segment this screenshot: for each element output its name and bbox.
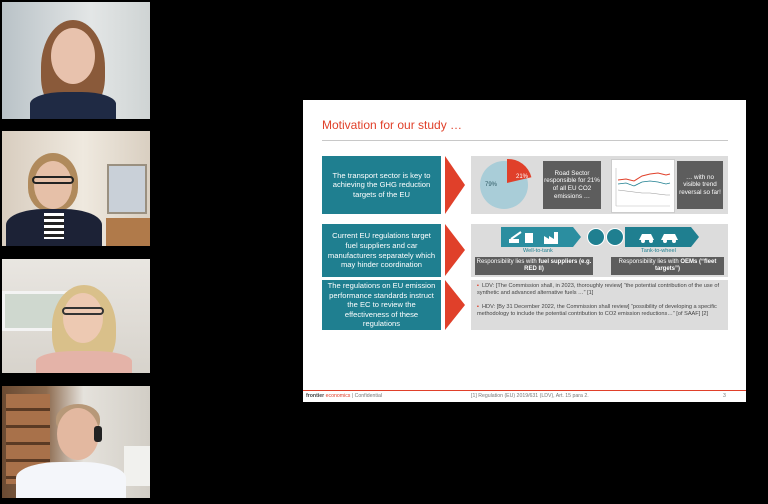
fuel-station-icon <box>587 228 605 246</box>
participant-face <box>51 28 95 84</box>
video-tile-1[interactable] <box>2 2 150 119</box>
trend-note: … with no visible trend reversal so far! <box>677 161 723 209</box>
row-1-panel <box>471 156 728 214</box>
wall-picture-icon <box>107 164 147 214</box>
slide-title: Motivation for our study … <box>322 118 463 132</box>
tank-to-wheel-arrow-icon <box>691 227 699 247</box>
video-tile-4[interactable] <box>2 386 150 498</box>
title-divider <box>322 140 728 141</box>
footer-divider <box>303 390 746 391</box>
factory-icon <box>543 229 561 245</box>
video-tile-3[interactable] <box>2 259 150 373</box>
participant-face <box>57 408 99 460</box>
row-2-label: Current EU regulations target fuel suppliers and car manufacturers separately which may hinder coordination <box>322 224 441 277</box>
page-number: 3 <box>723 393 726 399</box>
bullet-hdv: ▪ HDV: [By 31 December 2022, the Commission shall review] “possibility of developing a specific methodology to include the potential contribution to CO2 emission reductions…” [of SAAF] [2] <box>477 304 717 318</box>
participant-body <box>36 351 132 373</box>
glasses-icon <box>32 176 74 184</box>
well-to-tank-arrow-icon <box>573 227 581 247</box>
row-2-panel <box>471 224 728 277</box>
pie-big-label: 79% <box>485 182 498 188</box>
footer-brand: frontier economics | Confidential <box>306 393 383 399</box>
oem-note: Responsibility lies with OEMs (“fleet targets”) <box>611 257 724 275</box>
row-3 <box>322 280 728 330</box>
emissions-trend-mini-chart <box>611 159 675 213</box>
row-1 <box>322 156 728 214</box>
row-2 <box>322 224 728 277</box>
video-tile-2[interactable] <box>2 131 150 246</box>
trend-lines-icon <box>612 160 674 212</box>
row-1-label: The transport sector is key to achieving the GHG reduction targets of the EU <box>322 156 441 214</box>
road-sector-note: Road Sector responsible for 21% of all EU CO2 emissions … <box>543 161 601 209</box>
fuel-suppliers-note: Responsibility lies with fuel suppliers (e.g. RED II) <box>475 257 593 275</box>
shared-slide <box>303 100 746 402</box>
row-3-arrow-icon <box>445 280 465 330</box>
participant-body <box>16 462 126 498</box>
participant-body <box>30 92 116 119</box>
bullet-dot-icon: ▪ <box>477 304 479 310</box>
tank-to-wheel-label: Tank-to-wheel <box>641 248 676 254</box>
bullet-dot-icon: ▪ <box>477 283 479 289</box>
row-2-arrow-icon <box>445 224 465 276</box>
footnote: [1] Regulation (EU) 2019/631 (LDV), Art. 15 para 2. <box>471 393 589 399</box>
cars-icon <box>637 230 681 244</box>
row-3-label: The regulations on EU emission performance standards instruct the EC to review the effectiveness of these regulations <box>322 280 441 330</box>
participant-face <box>63 293 103 343</box>
headset-icon <box>94 426 102 442</box>
oil-pump-icon <box>507 229 537 245</box>
bullet-ldv: ▪ LDV: [The Commission shall, in 2023, thoroughly review] “the potential contribution of the use of synthetic and advanced alternative fuels …” [1] <box>477 283 720 297</box>
well-to-tank-label: Well-to-tank <box>523 248 553 254</box>
desk-object-icon <box>124 446 150 486</box>
row-3-panel <box>471 280 728 330</box>
row-1-arrow-icon <box>445 156 465 214</box>
glasses-icon <box>62 307 104 315</box>
gauge-icon <box>606 228 624 246</box>
furniture-icon <box>106 218 150 246</box>
pie-small-label: 21% <box>516 174 529 180</box>
striped-shirt-icon <box>44 213 64 239</box>
participant-face <box>34 161 72 209</box>
